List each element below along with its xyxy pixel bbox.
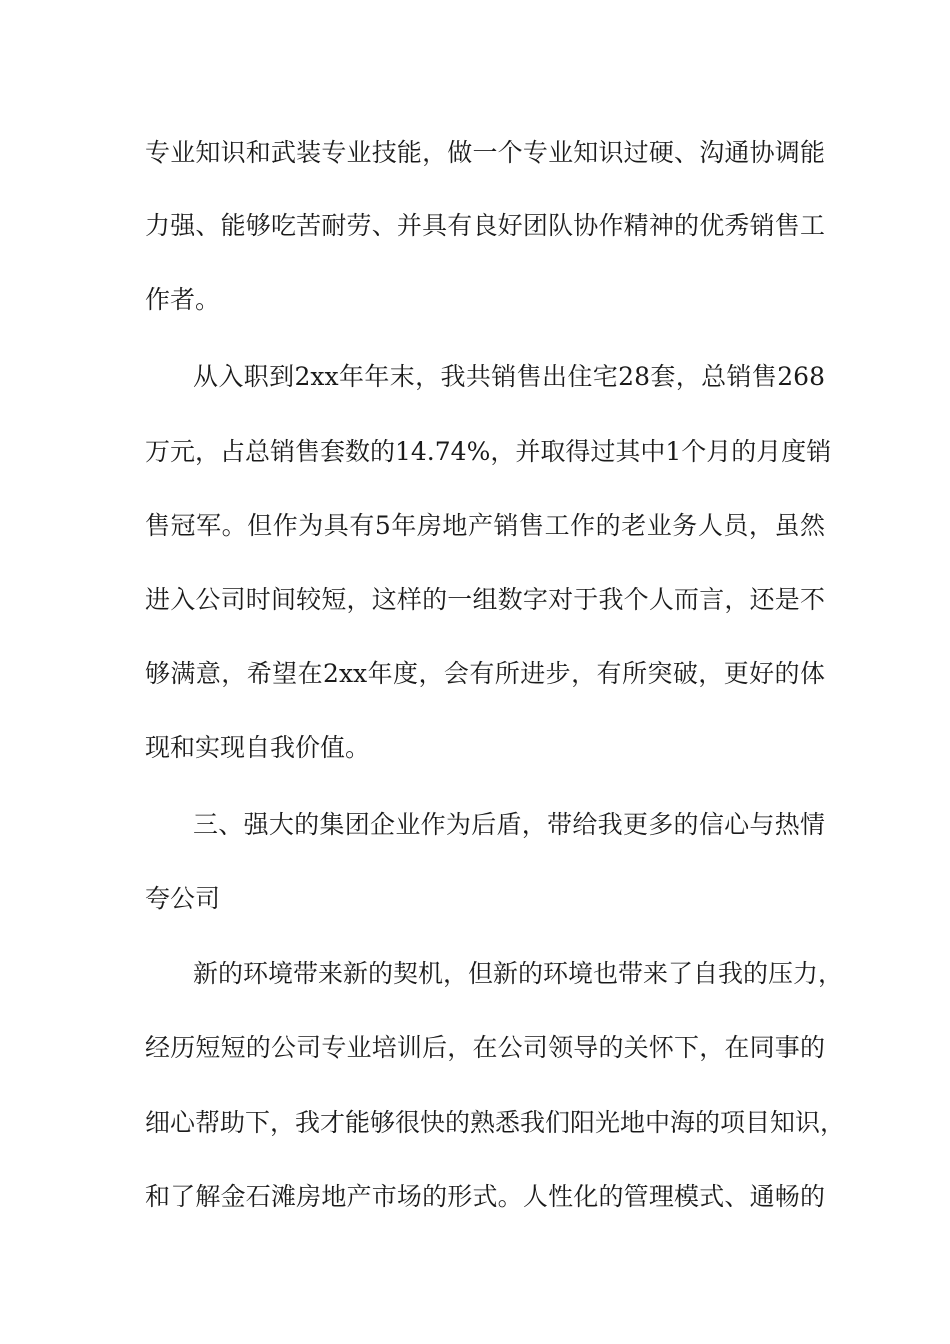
text-line: 售冠军。但作为具有5年房地产销售工作的老业务人员，虽然 — [145, 511, 825, 540]
section-heading: 三、强大的集团企业作为后盾，带给我更多的信心与热情 — [193, 810, 825, 839]
text-line: 细心帮助下，我才能够很快的熟悉我们阳光地中海的项目知识， — [145, 1108, 846, 1137]
text-line: 专业知识和武装专业技能，做一个专业知识过硬、沟通协调能 — [145, 138, 825, 167]
paragraph-start-line: 从入职到2xx年年末，我共销售出住宅28套，总销售268 — [193, 362, 825, 391]
paragraph-start-line: 新的环境带来新的契机，但新的环境也带来了自我的压力， — [193, 959, 844, 988]
text-line: 力强、能够吃苦耐劳、并具有良好团队协作精神的优秀销售工 — [145, 211, 825, 240]
text-line: 万元，占总销售套数的14.74%，并取得过其中1个月的月度销 — [145, 437, 832, 466]
text-line: 经历短短的公司专业培训后，在公司领导的关怀下，在同事的 — [145, 1033, 825, 1062]
section-subheading: 夸公司 — [145, 884, 221, 913]
text-line: 现和实现自我价值。 — [145, 733, 371, 762]
text-line: 够满意，希望在2xx年度，会有所进步，有所突破，更好的体 — [145, 659, 825, 688]
text-line: 作者。 — [145, 285, 221, 314]
text-line: 和了解金石滩房地产市场的形式。人性化的管理模式、通畅的 — [145, 1182, 825, 1211]
text-line: 进入公司时间较短，这样的一组数字对于我个人而言，还是不 — [145, 585, 825, 614]
